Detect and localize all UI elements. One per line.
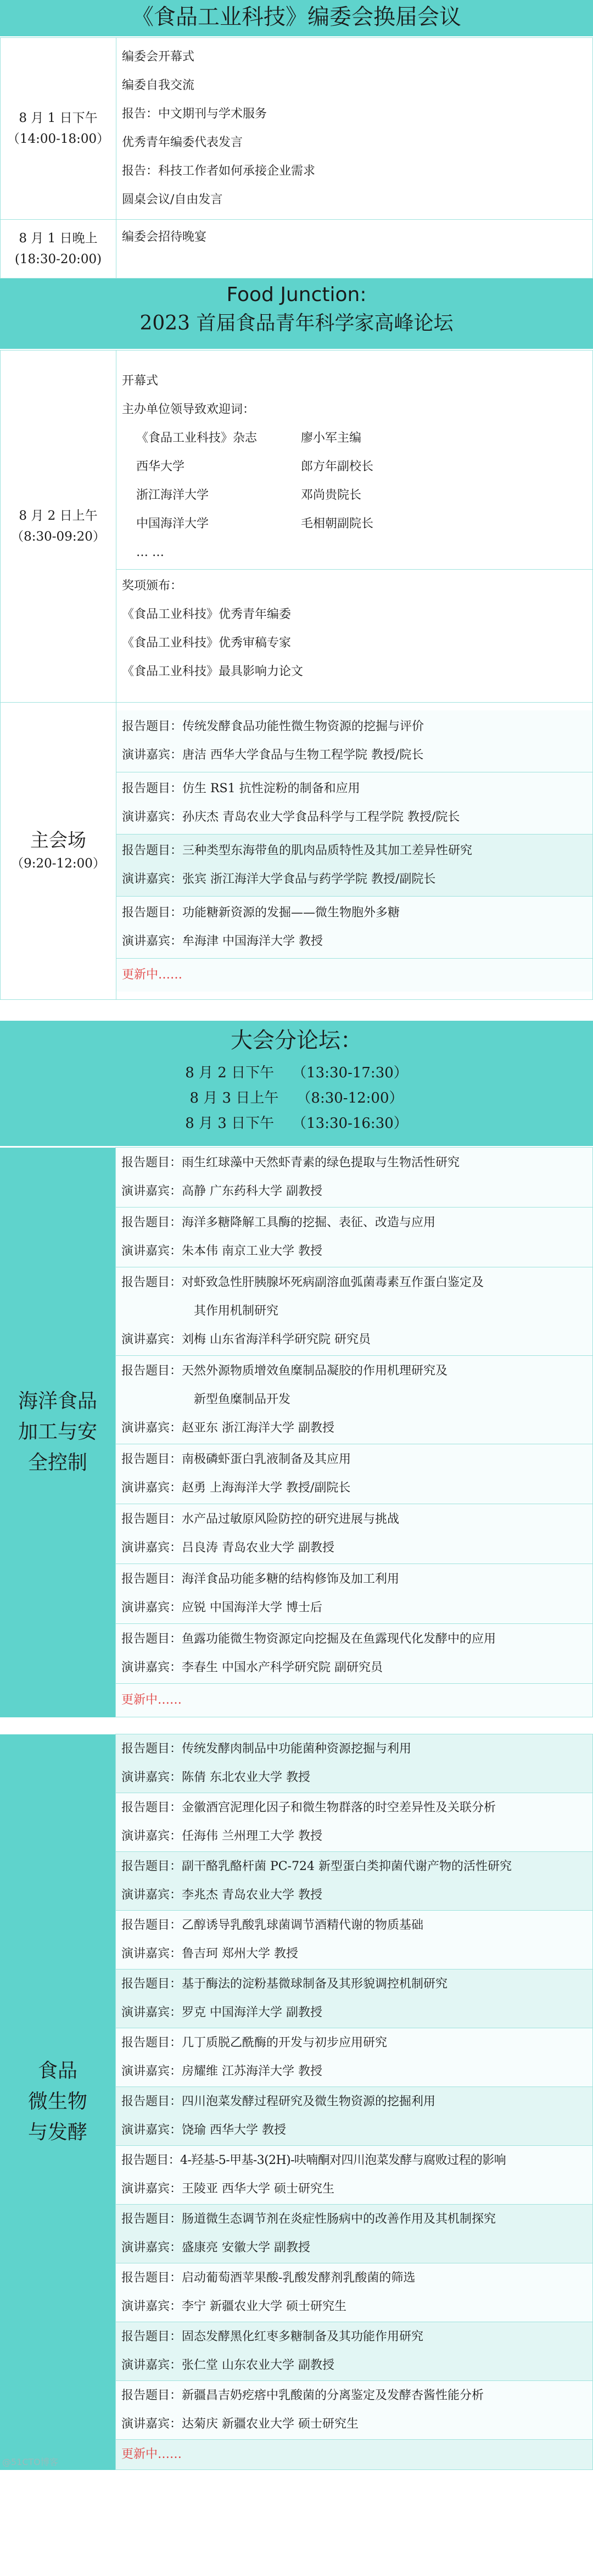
host-person: 廖小军主编 — [301, 431, 362, 445]
forum-opening-row — [1, 350, 593, 703]
list-item — [116, 2263, 592, 2322]
list-item: 编委自我交流 — [122, 79, 195, 92]
forum-main-label-cell — [1, 703, 116, 1000]
list-item — [116, 834, 592, 897]
talk-title: 报告题目：海洋食品功能多糖的结构修饰及加工利用 — [121, 1572, 400, 1586]
talk-speaker: 演讲嘉宾：赵勇 上海海洋大学 教授/副院长 — [121, 1481, 351, 1495]
marine-label-cell — [0, 1148, 116, 1717]
marine-table — [0, 1147, 593, 1717]
list-item — [116, 1684, 592, 1717]
list-item — [116, 959, 592, 992]
list-item — [116, 1969, 592, 2028]
parallel-section — [0, 1021, 593, 2470]
talk-title: 报告题目：天然外源物质增效鱼糜制品凝胶的作用机理研究及 — [121, 1364, 448, 1378]
talk-title: 报告题目：新疆昌吉奶疙瘩中乳酸菌的分离鉴定及发酵杏酱性能分析 — [121, 2389, 484, 2402]
list-item — [116, 1504, 592, 1564]
main-venue-label: 主会场 — [30, 830, 86, 852]
forum-opening-hours: （8:30-09:20） — [11, 530, 105, 544]
talk-title: 报告题目：固态发酵黑化红枣多糖制备及其功能作用研究 — [121, 2330, 424, 2344]
talk-speaker: 演讲嘉宾：李宁 新疆农业大学 硕士研究生 — [121, 2300, 346, 2313]
section-gap — [0, 1000, 593, 1021]
marine-label: 全控制 — [27, 1451, 87, 1474]
talk-title: 报告题目：仿生 RS1 抗性淀粉的制备和应用 — [122, 782, 360, 795]
talk-speaker: 演讲嘉宾：达菊庆 新疆农业大学 硕士研究生 — [121, 2417, 359, 2431]
forum-opening-content — [116, 350, 593, 703]
forum-main-talks — [116, 703, 593, 1000]
talk-speaker: 演讲嘉宾：唐洁 西华大学食品与生物工程学院 教授/院长 — [122, 748, 424, 762]
list-item — [116, 2440, 592, 2469]
ferment-talks — [116, 1734, 593, 2470]
update-note: 更新中…… — [121, 1693, 182, 1707]
talk-speaker: 演讲嘉宾：张宾 浙江海洋大学食品与药学学院 教授/副院长 — [122, 872, 436, 886]
talk-title-cont: 新型鱼糜制品开发 — [194, 1393, 291, 1406]
talk-speaker: 演讲嘉宾：盛康亮 安徽大学 副教授 — [121, 2241, 310, 2255]
parallel-title: 大会分论坛： — [231, 1028, 362, 1053]
list-item — [116, 1356, 592, 1444]
list-item: 报告：科技工作者如何承接企业需求 — [122, 164, 316, 178]
list-item — [116, 2146, 592, 2205]
marine-talks — [116, 1148, 593, 1717]
talk-title: 报告题目：金徽酒宫泥理化因子和微生物群落的时空差异性及关联分析 — [121, 1801, 496, 1815]
list-item — [116, 2322, 592, 2381]
schedule-line: 8 月 2 日下午 （13:30-17:30） — [185, 1065, 408, 1081]
talk-speaker: 演讲嘉宾：陈倩 东北农业大学 教授 — [121, 1771, 310, 1784]
meeting1-header — [0, 0, 593, 37]
talk-speaker: 演讲嘉宾：鲁吉珂 郑州大学 教授 — [121, 1947, 298, 1961]
schedule-line: 8 月 3 日上午 （8:30-12:00） — [189, 1090, 404, 1106]
list-item — [116, 1564, 592, 1624]
host-row — [122, 424, 592, 453]
list-item — [116, 2087, 592, 2146]
talk-title: 报告题目：几丁质脱乙酰酶的开发与初步应用研究 — [121, 2036, 388, 2050]
award-label: 奖项颁布： — [122, 578, 183, 593]
forum-section — [0, 279, 593, 1000]
meeting1-table — [0, 37, 593, 279]
talk-speaker: 演讲嘉宾：任海伟 兰州理工大学 教授 — [121, 1829, 322, 1843]
section-gap — [0, 1717, 593, 1734]
list-item — [116, 2381, 592, 2440]
talk-speaker: 演讲嘉宾：牟海津 中国海洋大学 教授 — [122, 934, 323, 948]
list-item — [116, 1852, 592, 1911]
award-item: 《食品工业科技》优秀青年编委 — [122, 607, 292, 621]
list-item — [116, 1734, 592, 1793]
forum-opening-block — [116, 365, 592, 570]
update-note: 更新中…… — [122, 968, 183, 982]
meeting1-title: 《食品工业科技》编委会换届会议 — [132, 4, 461, 30]
host-person: 郎方年副校长 — [301, 459, 374, 474]
talk-title: 报告题目：乙醇诱导乳酸乳球菌调节酒精代谢的物质基础 — [121, 1918, 424, 1932]
meeting1-slot2-items — [116, 220, 593, 279]
talk-speaker: 演讲嘉宾：张仁堂 山东农业大学 副教授 — [121, 2358, 334, 2372]
list-item — [116, 1148, 592, 1208]
list-item — [116, 1911, 592, 1969]
host-row — [122, 510, 592, 538]
host-org: 中国海洋大学 — [136, 516, 209, 531]
list-item — [116, 2205, 592, 2263]
talk-title: 报告题目：海洋多糖降解工具酶的挖掘、表征、改造与应用 — [121, 1216, 436, 1229]
ferment-row — [0, 1734, 593, 2470]
award-item: 《食品工业科技》优秀审稿专家 — [122, 636, 292, 650]
ferment-table — [0, 1734, 593, 2470]
ferment-label: 与发酵 — [27, 2121, 87, 2144]
talk-title: 报告题目：传统发酵食品功能性微生物资源的挖掘与评价 — [122, 720, 424, 733]
host-org: 《食品工业科技》杂志 — [136, 431, 258, 445]
schedule-line: 8 月 3 日下午 （13:30-16:30） — [185, 1115, 408, 1132]
watermark: @51CTO博客 — [2, 2457, 58, 2467]
ferment-label-cell — [0, 1734, 116, 2470]
talk-speaker: 演讲嘉宾：朱本伟 南京工业大学 教授 — [121, 1244, 322, 1258]
main-venue-time: （9:20-12:00） — [11, 856, 105, 871]
list-item: 编委会招待晚宴 — [122, 230, 207, 244]
talk-title: 报告题目：肠道微生态调节剂在炎症性肠病中的改善作用及其机制探究 — [121, 2212, 496, 2226]
forum-award-block — [116, 570, 592, 688]
forum-main-row — [1, 703, 593, 1000]
host-row — [122, 453, 592, 481]
talk-speaker: 演讲嘉宾：房耀维 江苏海洋大学 教授 — [121, 2065, 322, 2078]
marine-row — [0, 1148, 593, 1717]
meeting1-slot1-time — [1, 38, 116, 220]
marine-label: 加工与安 — [18, 1421, 97, 1443]
list-item: 圆桌会议/自由发言 — [122, 193, 223, 207]
talk-title: 报告题目：鱼露功能微生物资源定向挖掘及在鱼露现代化发酵中的应用 — [121, 1632, 496, 1646]
meeting1-slot2-date: 8 月 1 日晚上 — [19, 231, 98, 246]
ferment-label: 食品 — [37, 2060, 77, 2082]
meeting1-slot2-hours: (18:30-20:00) — [14, 252, 102, 266]
host-label: 主办单位领导致欢迎词： — [122, 402, 255, 416]
host-ellipsis: … … — [136, 545, 164, 559]
talk-speaker: 演讲嘉宾：饶瑜 西华大学 教授 — [121, 2123, 286, 2137]
talk-speaker: 演讲嘉宾：高静 广东药科大学 副教授 — [121, 1184, 322, 1198]
list-item: 优秀青年编委代表发言 — [122, 136, 243, 149]
marine-label: 海洋食品 — [18, 1390, 97, 1412]
forum-title-en: Food Junction: — [226, 283, 367, 306]
talk-speaker: 演讲嘉宾：吕良涛 青岛农业大学 副教授 — [121, 1541, 334, 1555]
talk-title-cont: 其作用机制研究 — [194, 1304, 279, 1318]
list-item — [116, 2028, 592, 2087]
meeting1-slot1-items — [116, 38, 593, 220]
opening-label: 开幕式 — [122, 374, 159, 388]
talk-speaker: 演讲嘉宾：应锐 中国海洋大学 博士后 — [121, 1601, 322, 1615]
talk-title: 报告题目：四川泡菜发酵过程研究及微生物资源的挖掘利用 — [121, 2095, 436, 2108]
parallel-header — [0, 1021, 593, 1147]
talk-speaker: 演讲嘉宾：王陵亚 西华大学 硕士研究生 — [121, 2182, 334, 2196]
forum-table — [0, 350, 593, 1000]
host-row — [122, 481, 592, 510]
meeting1-slot1 — [1, 38, 593, 220]
host-org: 西华大学 — [136, 459, 185, 474]
forum-opening-time — [1, 350, 116, 703]
list-item — [116, 897, 592, 959]
talk-title: 报告题目：南极磷虾蛋白乳液制备及其应用 — [121, 1453, 351, 1466]
talk-speaker: 演讲嘉宾：罗克 中国海洋大学 副教授 — [121, 2006, 322, 2019]
talk-title: 报告题目：4-羟基-5-甲基-3(2H)-呋喃酮对四川泡菜发酵与腐败过程的影响 — [121, 2154, 506, 2167]
list-item — [116, 1267, 592, 1356]
list-item — [116, 1793, 592, 1852]
talk-speaker: 演讲嘉宾：李春生 中国水产科学研究院 副研究员 — [121, 1661, 383, 1674]
talk-speaker: 演讲嘉宾：孙庆杰 青岛农业大学食品科学与工程学院 教授/院长 — [122, 810, 460, 824]
list-item — [116, 772, 592, 834]
host-person: 毛相朝副院长 — [301, 516, 374, 531]
list-item — [116, 710, 592, 772]
ferment-label: 微生物 — [27, 2090, 87, 2113]
talk-title: 报告题目：启动葡萄酒苹果酸-乳酸发酵剂乳酸菌的筛选 — [121, 2271, 416, 2285]
forum-title-cn: 2023 首届食品青年科学家高峰论坛 — [139, 312, 454, 335]
forum-header — [0, 279, 593, 350]
talk-title: 报告题目：副干酪乳酪杆菌 PC-724 新型蛋白类抑菌代谢产物的活性研究 — [121, 1860, 512, 1873]
talk-title: 报告题目：对虾致急性肝胰腺坏死病副溶血弧菌毒素互作蛋白鉴定及 — [121, 1276, 484, 1289]
forum-opening-date: 8 月 2 日上午 — [19, 509, 98, 523]
talk-speaker: 演讲嘉宾：刘梅 山东省海洋科学研究院 研究员 — [121, 1333, 371, 1347]
talk-title: 报告题目：雨生红球藻中天然虾青素的绿色提取与生物活性研究 — [121, 1156, 460, 1170]
meeting1-section — [0, 0, 593, 279]
list-item — [116, 1208, 592, 1267]
list-item: 报告：中文期刊与学术服务 — [122, 107, 267, 121]
list-item — [116, 1624, 592, 1684]
meeting1-slot2 — [1, 220, 593, 279]
list-item — [116, 1444, 592, 1504]
meeting1-slot1-hours: （14:00-18:00） — [7, 132, 110, 146]
talk-title: 报告题目：功能糖新资源的发掘——微生物胞外多糖 — [122, 906, 400, 920]
host-person: 邓尚贵院长 — [301, 488, 362, 502]
award-item: 《食品工业科技》最具影响力论文 — [122, 664, 304, 678]
talk-speaker: 演讲嘉宾：李兆杰 青岛农业大学 教授 — [121, 1888, 322, 1902]
talk-title: 报告题目：传统发酵肉制品中功能菌种资源挖掘与利用 — [121, 1742, 412, 1756]
meeting1-slot1-date: 8 月 1 日下午 — [19, 111, 98, 125]
list-item: 编委会开幕式 — [122, 50, 195, 64]
talk-title: 报告题目：三种类型东海带鱼的肌肉品质特性及其加工差异性研究 — [122, 844, 473, 858]
talk-speaker: 演讲嘉宾：赵亚东 浙江海洋大学 副教授 — [121, 1421, 334, 1435]
talk-title: 报告题目：水产品过敏原风险防控的研究进展与挑战 — [121, 1512, 400, 1526]
talk-title: 报告题目：基于酶法的淀粉基微球制备及其形貌调控机制研究 — [121, 1977, 448, 1991]
update-note: 更新中…… — [121, 2447, 182, 2461]
host-org: 浙江海洋大学 — [136, 488, 209, 502]
meeting1-slot2-time — [1, 220, 116, 279]
